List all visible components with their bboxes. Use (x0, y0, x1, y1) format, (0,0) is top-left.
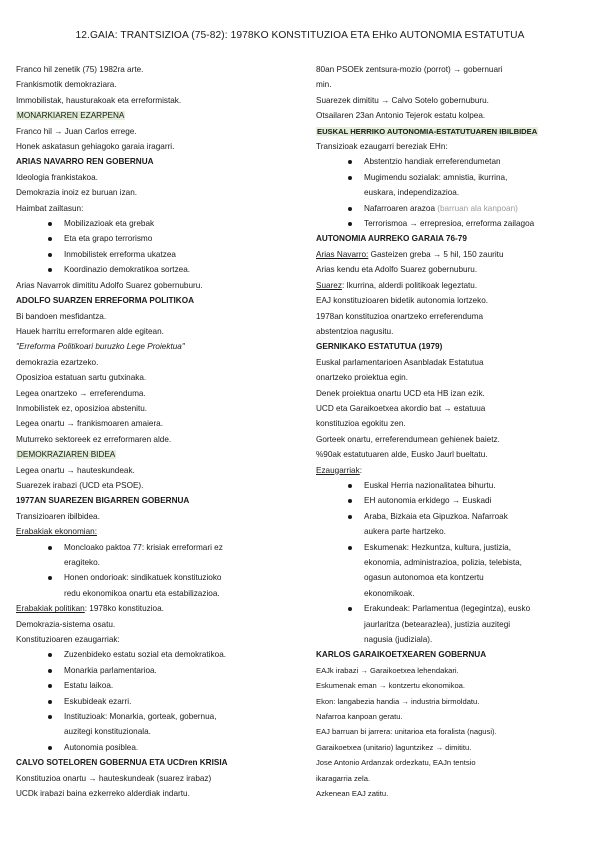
text-line: Legea onartu → frankismoaren amaiera. (16, 419, 163, 429)
highlight-text: MONARKIAREN EZARPENA (17, 111, 125, 121)
label-rest: : (359, 465, 362, 475)
bullet-item: Autonomia posiblea. (16, 740, 306, 755)
highlight-text: DEMOKRAZIAREN BIDEA (17, 450, 116, 460)
text-line: Muturreko sektoreek ez erreformaren alde. (16, 434, 172, 444)
bullet-continuation: ogasun autonomoa eta kontzertu (364, 573, 484, 583)
underlined-label: Suarez (316, 280, 342, 290)
compact-line: EAJk irabazi → Garaikoetxea lehendakari. (316, 665, 459, 675)
underlined-label-line (316, 278, 588, 293)
bullet-item: Araba, Bizkaia eta Gipuzkoa. Nafarroak (316, 509, 588, 524)
bullet-continuation: eragiteko. (64, 558, 100, 567)
bullet-text: Nafarroaren arazoa (364, 203, 438, 213)
text-line: Haimbat zailtasun: (16, 203, 84, 213)
compact-line: EAJ barruan bi jarrera: unitarioa eta foralista (nagusi). (316, 727, 497, 737)
text-line: Arias Navarrok dimititu Adolfo Suarez gobernuburu. (16, 280, 203, 290)
bullet-item: Zuzenbideko estatu sozial eta demokratikoa. (16, 647, 306, 662)
text-line: Ideologia frankistakoa. (16, 172, 98, 182)
text-line: Transizioak ezaugarri bereziak EHn: (316, 142, 448, 152)
highlighted-heading (16, 447, 306, 462)
bullet-continuation: euskara, independizazioa. (364, 188, 460, 198)
compact-line: Nafarroa kanpoan geratu. (316, 712, 403, 722)
section-heading: KARLOS GARAIKOETXEAREN GOBERNUA (316, 650, 487, 660)
text-line: Denek proiektua onartu UCD eta HB izan ezik. (316, 388, 485, 398)
page-title: 12.GAIA: TRANTSIZIOA (75-82): 1978KO KONSTITUZIOA ETA EHko AUTONOMIA ESTATUTUA (75, 30, 525, 41)
text-line: Hauek harritu erreformaren alde egitean. (16, 326, 164, 336)
bullet-continuation: jaurlaritza (betearazlea), justizia auzitegi (364, 619, 511, 629)
text-line: Suarezek dimititu → Calvo Sotelo gobernuburu. (316, 95, 489, 105)
text-line: Franco hil zenetik (75) 1982ra arte. (16, 65, 144, 74)
text-line: min. (316, 80, 332, 90)
bullet-item: Euskal Herria nazionalitatea bihurtu. (316, 478, 588, 493)
text-line: Gorteek onartu, erreferendumean gehienek baietz. (316, 434, 500, 444)
bullet-continuation: ekonomikoak. (364, 588, 415, 598)
compact-line: Eskumenak eman → kontzertu ekonomikoa. (316, 681, 465, 691)
underlined-label: Ezaugarriak (316, 465, 360, 475)
underlined-label-line (16, 601, 306, 616)
underlined-label-line (316, 463, 588, 478)
underlined-label-line (316, 247, 588, 262)
underlined-label: Erabakiak ekonomian: (16, 527, 98, 537)
text-line: EAJ konstituzioaren bidetik autonomia lortzeko. (316, 296, 489, 306)
bullet-item: Mobilizazioak eta grebak (16, 216, 306, 231)
bullet-item: EH autonomia erkidego → Euskadi (316, 493, 588, 508)
right-column (316, 62, 588, 802)
highlighted-heading (316, 124, 588, 139)
bullet-item: Mugimendu sozialak: amnistia, ikurrina, (316, 170, 588, 185)
underlined-label: Erabakiak politikan (16, 604, 85, 614)
label-rest: : 1978ko konstituzioa. (84, 604, 164, 614)
compact-line: ikaragarria zela. (316, 773, 371, 783)
text-line: 1978an konstituzioa onartzeko erreferenduma (316, 311, 484, 321)
text-line: Euskal parlamentarioen Asanbladak Estatutua (316, 357, 484, 367)
section-heading: AUTONOMIA AURREKO GARAIA 76-79 (316, 234, 467, 244)
italic-line: "Erreforma Politikoari buruzko Lege Proiektua" (16, 342, 185, 352)
compact-line: Jose Antonio Ardanzak ordezkatu, EAJn tentsio (316, 758, 476, 768)
bullet-item: Koordinazio demokratikoa sortzea. (16, 262, 306, 277)
text-line: Arias kendu eta Adolfo Suarez gobernuburu. (316, 265, 478, 275)
bullet-item: Abstentzio handiak erreferendumetan (316, 154, 588, 169)
bullet-item: Eskumenak: Hezkuntza, kultura, justizia, (316, 540, 588, 555)
compact-line: Garaikoetxea (unitario) laguntzikez → dimititu. (316, 742, 472, 752)
text-line: demokrazia ezartzeko. (16, 357, 99, 367)
bullet-item: Moncloako paktoa 77: krisiak erreformari ez (16, 540, 306, 555)
underlined-label: Arias Navarro: (316, 249, 369, 259)
text-line: Bi bandoen mesfidantza. (16, 311, 107, 321)
bullet-item (316, 201, 588, 216)
highlight-text: EUSKAL HERRIKO AUTONOMIA-ESTATUTUAREN IBILBIDEA (317, 126, 538, 136)
text-line: abstentzioa nagusitu. (316, 326, 394, 336)
text-line: Frankismotik demokraziara. (16, 80, 117, 90)
compact-line: Azkenean EAJ zatitu. (316, 789, 389, 799)
section-heading: GERNIKAKO ESTATUTUA (1979) (316, 342, 443, 352)
bullet-item: Erakundeak: Parlamentua (legegintza), eusko (316, 601, 588, 616)
section-heading: 1977AN SUAREZEN BIGARREN GOBERNUA (16, 496, 190, 506)
text-line: onartzeko proiektua egin. (316, 373, 408, 383)
text-line: Demokrazia-sistema osatu. (16, 619, 116, 629)
bullet-item: Eskubideak ezarri. (16, 694, 306, 709)
text-line: Demokrazia inoiz ez buruan izan. (16, 188, 138, 198)
text-line: Suarezek irabazi (UCD eta PSOE). (16, 480, 144, 490)
left-column (16, 62, 306, 802)
bullet-continuation: auzitegi konstituzionala. (64, 727, 151, 737)
text-line: Immobilistak, hausturakoak eta erreformistak. (16, 95, 182, 105)
label-rest: Gasteizen greba → 5 hil, 150 zauritu (368, 249, 504, 259)
bullet-item: Terrorismoa → errepresioa, erreforma zailagoa (316, 216, 588, 231)
section-heading: ARIAS NAVARRO REN GOBERNUA (16, 157, 154, 167)
bullet-item: Instituzioak: Monarkia, gorteak, gobernua, (16, 709, 306, 724)
text-line: Inmobilistek ez, oposizioa abstenitu. (16, 403, 148, 413)
text-line: Konstituzioaren ezaugarriak: (16, 635, 120, 645)
text-line: Honek askatasun gehiagoko garaia iragarri. (16, 142, 175, 152)
text-line: 80an PSOEk zentsura-mozio (porrot) → gobernuari (316, 65, 503, 74)
text-line: UCDk irabazi baina ezkerreko alderdiak indartu. (16, 789, 190, 799)
bullet-item: Monarkia parlamentarioa. (16, 663, 306, 678)
text-line: UCD eta Garaikoetxea akordio bat → estatuua (316, 403, 486, 413)
text-line: konstituzioa egokitu zen. (316, 419, 406, 429)
text-line: Franco hil → Juan Carlos errege. (16, 126, 137, 136)
highlighted-heading (16, 108, 306, 123)
bullet-continuation: nagusia (judiziala). (364, 635, 433, 645)
underlined-label-line (16, 524, 306, 539)
bullet-item: Estatu laikoa. (16, 678, 306, 693)
bullet-item: Honen ondorioak: sindikatuek konstituzioko (16, 570, 306, 585)
bullet-item: Inmobilistek erreforma ukatzea (16, 247, 306, 262)
bullet-item: Eta eta grapo terrorismo (16, 231, 306, 246)
text-line: Legea onartzeko → erreferenduma. (16, 388, 146, 398)
text-line: Legea onartu → hauteskundeak. (16, 465, 135, 475)
section-heading: CALVO SOTELOREN GOBERNUA ETA UCDren KRISIA (16, 758, 228, 768)
text-line: Transizioaren ibilbidea. (16, 511, 100, 521)
compact-line: Ekon: langabezia handia → industria birmoldatu. (316, 696, 480, 706)
bullet-note: (barruan ala kanpoan) (437, 203, 518, 213)
bullet-continuation: aukera parte hartzeko. (364, 527, 446, 537)
text-line: %90ak estatutuaren alde, Eusko Jaurl bueltatu. (316, 450, 488, 460)
text-line: Oposizioa estatuan sartu gutxinaka. (16, 373, 147, 383)
text-line: Konstituzioa onartu → hauteskundeak (suarez irabaz) (16, 773, 212, 783)
label-rest: : Ikurrina, alderdi politikoak legeztatu. (341, 280, 478, 290)
section-heading: ADOLFO SUARZEN ERREFORMA POLITIKOA (16, 296, 194, 306)
bullet-continuation: ekonomia, administrazioa, polizia, telebista, (364, 558, 522, 567)
text-line: Otsailaren 23an Antonio Tejerok estatu kolpea. (316, 111, 486, 121)
bullet-continuation: redu ekonomikoa onartu eta estabilizazioa. (64, 588, 220, 598)
